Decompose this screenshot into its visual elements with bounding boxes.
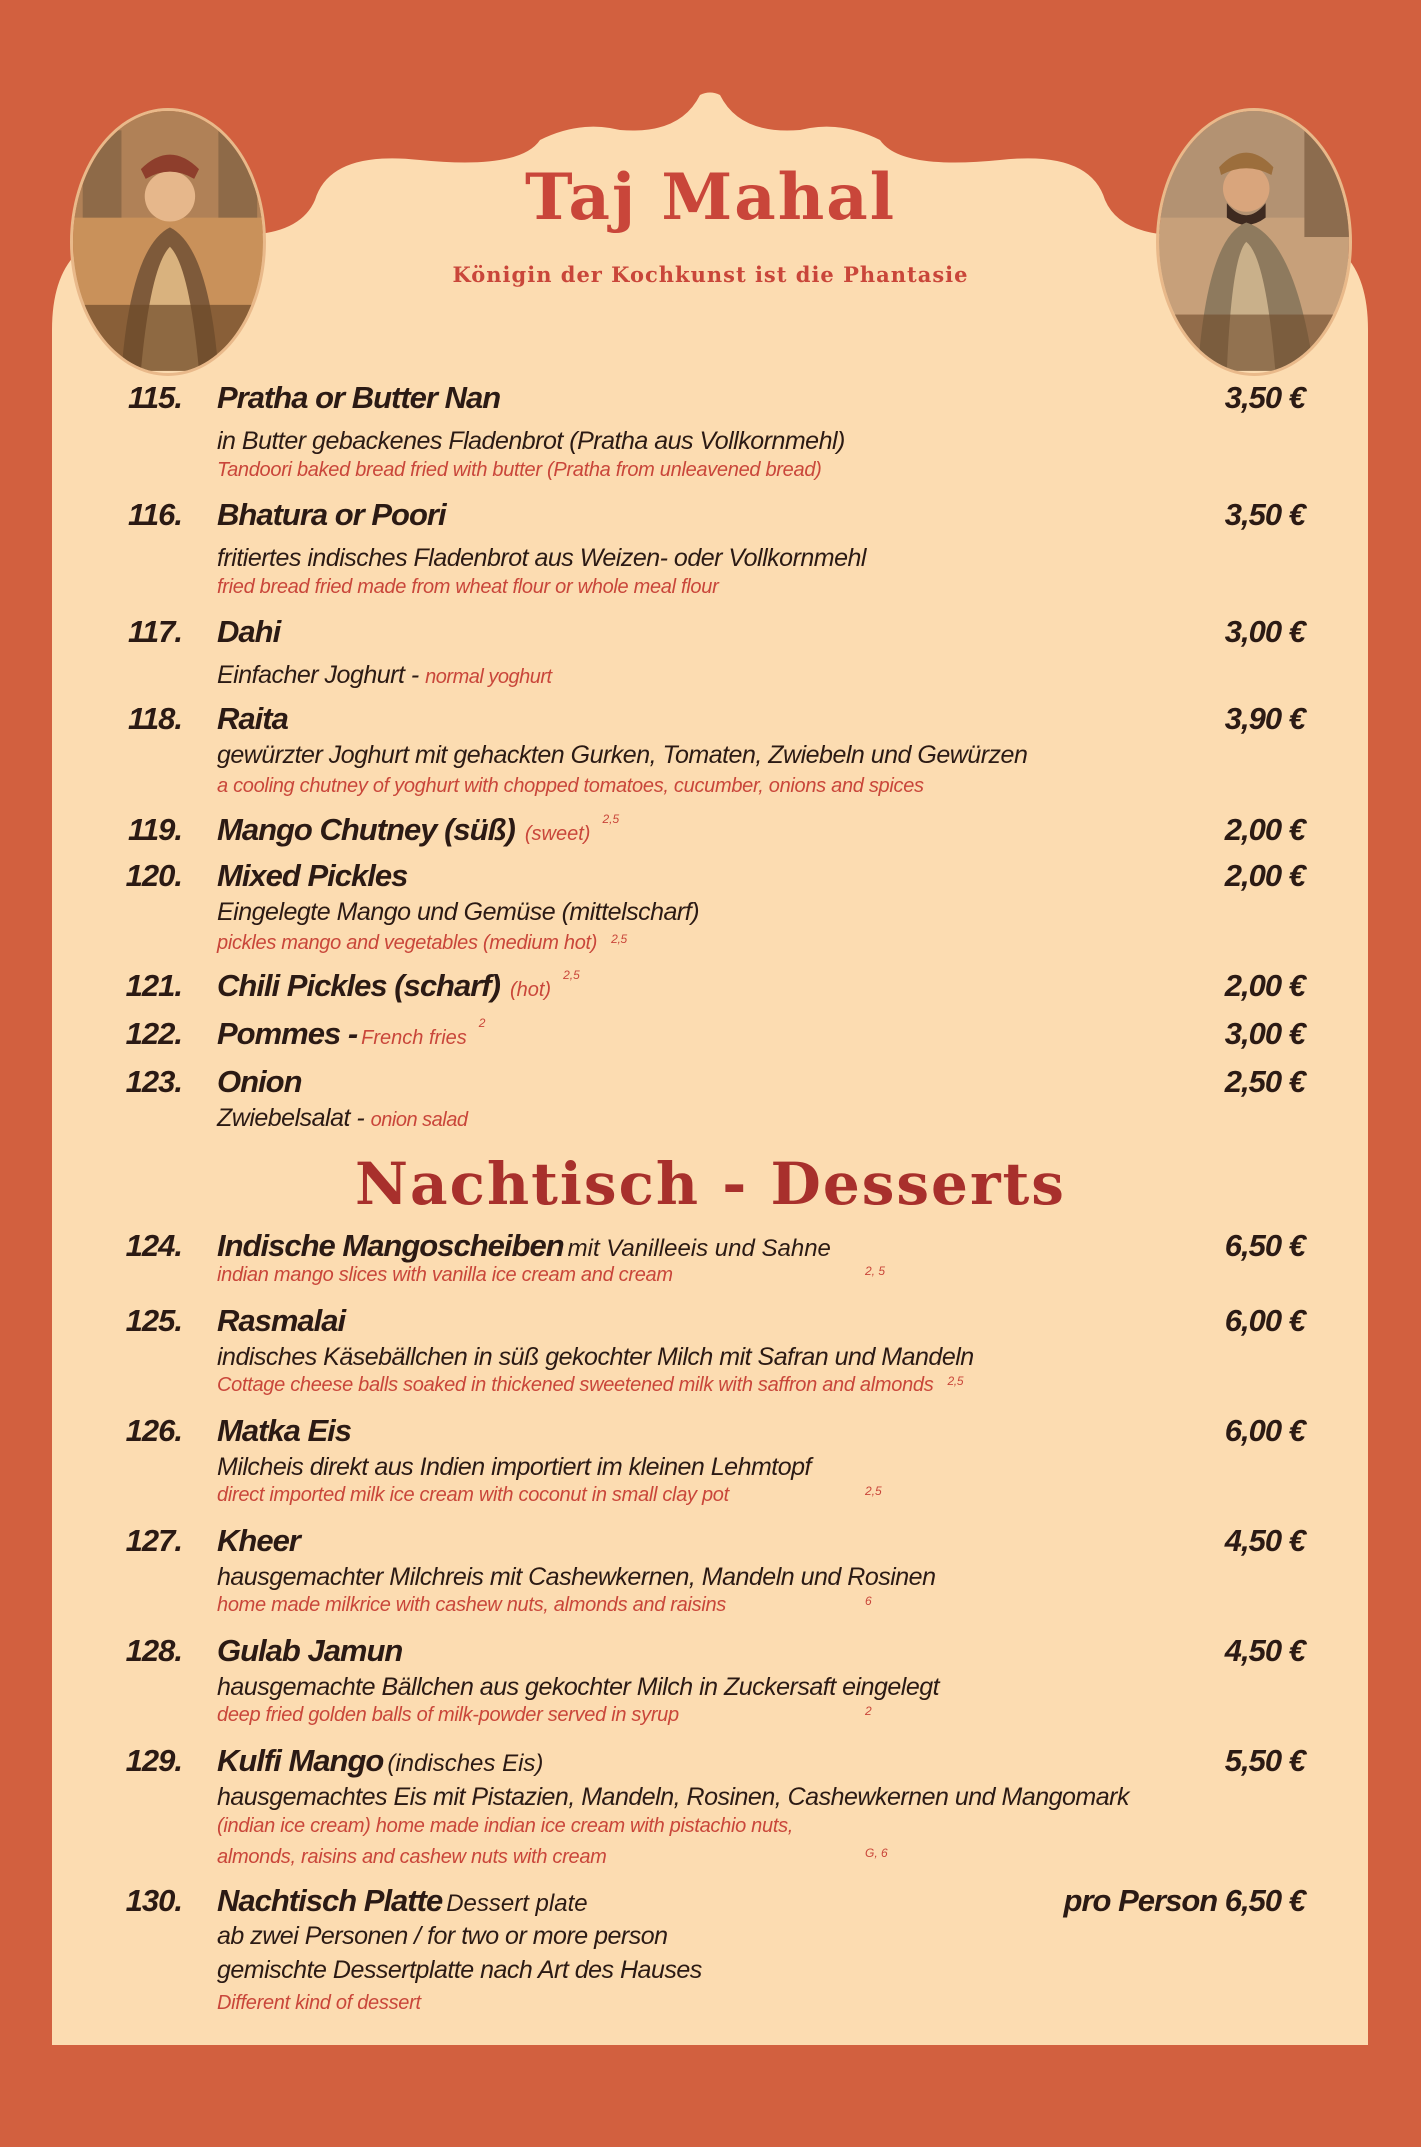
item-number: 125. <box>125 1303 182 1338</box>
item-price: 2,50 € <box>1224 1064 1305 1099</box>
item-name: Onion <box>217 1064 302 1099</box>
item-price: 3,00 € <box>1224 614 1305 649</box>
item-description-de: Einfacher Joghurt - normal yoghurt <box>217 661 552 689</box>
item-price: 6,00 € <box>1224 1413 1305 1448</box>
item-description-de: Zwiebelsalat - onion salad <box>217 1104 468 1132</box>
item-name: Rasmalai <box>217 1303 346 1338</box>
allergen-codes: 2,5 <box>947 1374 964 1388</box>
item-description-de-line2: gemischte Dessertplatte nach Art des Hauses <box>217 1956 702 1984</box>
portrait-shah-jahan <box>1156 108 1352 376</box>
item-name: Dahi <box>217 614 281 649</box>
item-name-en: French fries <box>361 1027 467 1049</box>
item-name: Mango Chutney (süß) (sweet)$^{2,5}$ <box>217 812 620 847</box>
item-name: Chili Pickles (scharf) (hot)$^{2,5}$ <box>217 968 580 1003</box>
item-name: Mixed Pickles <box>217 858 408 893</box>
item-price: 4,50 € <box>1224 1523 1305 1558</box>
item-description-de: indisches Käsebällchen in süß gekochter Milch mit Safran und Mandeln <box>217 1343 974 1371</box>
item-price: 5,50 € <box>1224 1743 1305 1778</box>
item-number: 129. <box>125 1743 182 1778</box>
item-name: Pommes - French fries$^2$ <box>217 1016 486 1051</box>
item-description-en: a cooling chutney of yoghurt with chopped tomatoes, cucumber, onions and spices <box>217 775 924 797</box>
item-description-en: Cottage cheese balls soaked in thickened sweetened milk with saffron and almonds $^{2,5}$ <box>217 1374 964 1396</box>
allergen-codes: G, 6 <box>865 1846 888 1860</box>
item-name: Bhatura or Poori <box>217 497 446 532</box>
item-description-en: pickles mango and vegetables (medium hot) $^{2,5}$ <box>217 932 627 954</box>
item-name: Kheer <box>217 1523 300 1558</box>
item-price: 2,00 € <box>1224 858 1305 893</box>
item-number: 116. <box>127 497 182 532</box>
item-description-en: (indian ice cream) home made indian ice cream with pistachio nuts, <box>217 1815 794 1837</box>
item-number: 128. <box>125 1633 182 1668</box>
item-description-en: Tandoori baked bread fried with butter (Pratha from unleavened bread) <box>217 459 822 481</box>
portrait-mumtaz-mahal <box>70 108 266 376</box>
item-number: 119. <box>127 812 182 847</box>
item-name: Nachtisch Platte Dessert plate <box>217 1883 588 1918</box>
item-number: 115. <box>127 380 182 415</box>
item-price: 3,50 € <box>1224 497 1305 532</box>
allergen-codes: 2,5 <box>563 968 580 982</box>
item-number: 117. <box>127 614 182 649</box>
item-description-en: home made milkrice with cashew nuts, almonds and raisins <box>217 1594 726 1616</box>
allergen-codes: 2,5 <box>865 1484 882 1498</box>
item-number: 122. <box>125 1016 182 1051</box>
item-number: 120. <box>125 858 182 893</box>
item-description-de: gewürzter Joghurt mit gehackten Gurken, Tomaten, Zwiebeln und Gewürzen <box>217 741 1028 769</box>
item-description-de: Milcheis direkt aus Indien importiert im kleinen Lehmtopf <box>217 1453 811 1481</box>
item-price: 2,00 € <box>1224 812 1305 847</box>
item-number: 130. <box>125 1883 182 1918</box>
item-price: pro Person 6,50 € <box>1063 1883 1305 1918</box>
item-description-en: Different kind of dessert <box>217 1992 421 2014</box>
item-description-en: deep fried golden balls of milk-powder served in syrup <box>217 1704 679 1726</box>
item-description-de: ab zwei Personen / for two or more person <box>217 1922 668 1950</box>
item-description-en: onion salad <box>370 1109 468 1131</box>
item-name: Raita <box>217 701 288 736</box>
item-name-en: (hot) <box>509 979 552 1001</box>
item-price: 3,00 € <box>1224 1016 1305 1051</box>
item-price: 6,50 € <box>1224 1228 1305 1263</box>
restaurant-title: Taj Mahal <box>524 160 897 235</box>
item-name: Kulfi Mango (indisches Eis) <box>217 1743 544 1778</box>
item-name: Gulab Jamun <box>217 1633 403 1668</box>
item-name: Pratha or Butter Nan <box>217 380 501 415</box>
item-price: 3,50 € <box>1224 380 1305 415</box>
item-name-addition: (indisches Eis) <box>387 1750 544 1777</box>
item-description-de: in Butter gebackenes Fladenbrot (Pratha aus Vollkornmehl) <box>217 427 845 455</box>
item-description-en: direct imported milk ice cream with coconut in small clay pot <box>217 1484 729 1506</box>
item-name: Matka Eis <box>217 1413 352 1448</box>
item-description-de: fritiertes indisches Fladenbrot aus Weizen- oder Vollkornmehl <box>217 544 866 572</box>
section-heading-desserts: Nachtisch - Desserts <box>355 1150 1066 1218</box>
item-number: 126. <box>125 1413 182 1448</box>
allergen-codes: 6 <box>865 1594 872 1608</box>
restaurant-slogan: Königin der Kochkunst ist die Phantasie <box>452 262 969 287</box>
allergen-codes: 2, 5 <box>865 1264 886 1278</box>
item-description-en-line2: almonds, raisins and cashew nuts with cream <box>217 1846 607 1868</box>
item-price: 6,00 € <box>1224 1303 1305 1338</box>
item-name: Indische Mangoscheiben mit Vanilleeis und Sahne <box>217 1228 831 1263</box>
item-description-en: indian mango slices with vanilla ice cream and cream <box>217 1264 673 1286</box>
item-number: 124. <box>125 1228 182 1263</box>
item-number: 118. <box>127 701 182 736</box>
item-price: 2,00 € <box>1224 968 1305 1003</box>
allergen-codes: 2 <box>478 1016 486 1030</box>
item-number: 123. <box>125 1064 182 1099</box>
item-name-addition: Dessert plate <box>446 1890 588 1917</box>
item-price: 4,50 € <box>1224 1633 1305 1668</box>
item-description-de: Eingelegte Mango und Gemüse (mittelscharf) <box>217 898 700 926</box>
allergen-codes: 2 <box>865 1704 872 1718</box>
item-description-de: hausgemachte Bällchen aus gekochter Milch in Zuckersaft eingelegt <box>217 1673 940 1701</box>
item-number: 121. <box>125 968 182 1003</box>
allergen-codes: 2,5 <box>602 812 620 826</box>
item-price: 3,90 € <box>1224 701 1305 736</box>
item-description-en: fried bread fried made from wheat flour or whole meal flour <box>217 576 719 598</box>
item-name-en: (sweet) <box>524 823 591 845</box>
allergen-codes: 2,5 <box>611 932 627 946</box>
item-description-de: hausgemachtes Eis mit Pistazien, Mandeln, Rosinen, Cashewkernen und Mangomark <box>217 1783 1129 1811</box>
item-number: 127. <box>125 1523 182 1558</box>
item-description-en: normal yoghurt <box>425 666 552 688</box>
item-name-addition: mit Vanilleeis und Sahne <box>567 1235 831 1262</box>
item-description-de: hausgemachter Milchreis mit Cashewkernen, Mandeln und Rosinen <box>217 1563 936 1591</box>
